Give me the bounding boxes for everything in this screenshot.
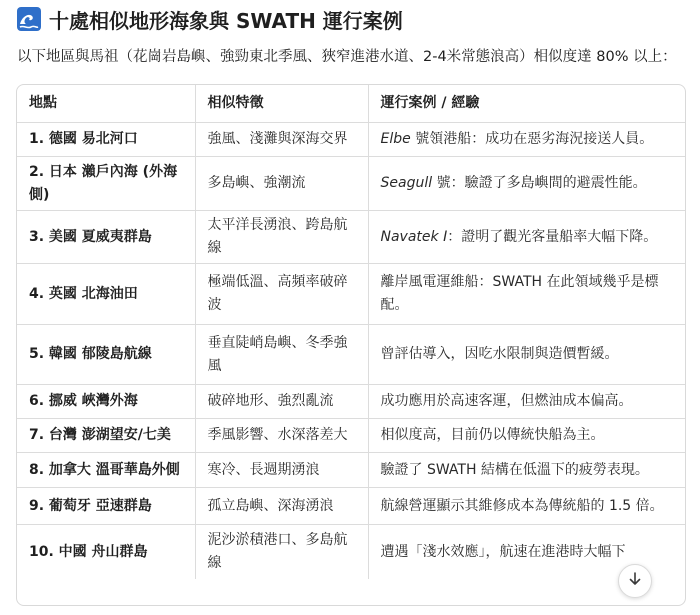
- cell-case: 成功應用於高速客運，但燃油成本偏高。: [368, 385, 685, 419]
- cell-place: 9. 葡萄牙 亞速群島: [17, 488, 195, 525]
- table-row: [17, 157, 685, 211]
- comparison-table-container: [16, 84, 686, 606]
- intro-text: 以下地區與馬祖（花崗岩島嶼、強勁東北季風、狹窄進港水道、2-4米常態浪高）相似度達 80% 以上：: [17, 49, 677, 65]
- case-text: 號：驗證了多島嶼間的避震性能。: [432, 175, 647, 191]
- table-row: [17, 453, 685, 488]
- wave-icon: [17, 7, 41, 31]
- case-text: ：證明了觀光客量船率大幅下降。: [447, 228, 658, 245]
- arrow-down-icon: [627, 571, 643, 591]
- page-heading: [17, 5, 403, 33]
- cell-case: 曾評估導入，因吃水限制與造價暫緩。: [368, 325, 685, 385]
- cell-features: 極端低溫、高頻率破碎波: [195, 264, 368, 325]
- cell-place: 10. 中國 舟山群島: [17, 525, 195, 580]
- case-text: 號領港船：成功在惡劣海況接送人員。: [410, 131, 654, 147]
- cell-features: 垂直陡峭島嶼、冬季強風: [195, 325, 368, 385]
- cell-case: 驗證了 SWATH 結構在低溫下的疲勞表現。: [368, 453, 685, 488]
- cell-case: 相似度高，目前仍以傳統快船為主。: [368, 419, 685, 453]
- cell-features: 季風影響、水深落差大: [195, 419, 368, 453]
- column-header-cases: 運行案例 / 經驗: [368, 85, 685, 123]
- cell-case: [368, 123, 685, 157]
- cell-features: 太平洋長湧浪、跨島航線: [195, 211, 368, 264]
- table-row: [17, 488, 685, 525]
- scroll-to-bottom-button[interactable]: [618, 564, 652, 598]
- column-header-features: 相似特徵: [195, 85, 368, 123]
- cell-case: 航線營運顯示其維修成本為傳統船的 1.5 倍。: [368, 488, 685, 525]
- cell-place: 8. 加拿大 溫哥華島外側: [17, 453, 195, 488]
- cell-features: 寒冷、長週期湧浪: [195, 453, 368, 488]
- cell-features: 破碎地形、強烈亂流: [195, 385, 368, 419]
- cell-case: 離岸風電運維船：SWATH 在此領域幾乎是標配。: [368, 264, 685, 325]
- page-title: 十處相似地形海象與 SWATH 運行案例: [49, 8, 403, 33]
- vessel-name: Elbe: [380, 131, 411, 147]
- cell-features: 泥沙淤積港口、多島航線: [195, 525, 368, 580]
- cell-place: 2. 日本 瀨戶內海 (外海側): [17, 157, 195, 211]
- cell-case: [368, 157, 685, 211]
- table-row: [17, 123, 685, 157]
- cell-features: 強風、淺灘與深海交界: [195, 123, 368, 157]
- cell-features: 孤立島嶼、深海湧浪: [195, 488, 368, 525]
- cell-case: [368, 211, 685, 264]
- table-row: [17, 264, 685, 325]
- cell-place: 1. 德國 易北河口: [17, 123, 195, 157]
- table-row: [17, 325, 685, 385]
- comparison-table: [17, 85, 685, 579]
- cell-features: 多島嶼、強潮流: [195, 157, 368, 211]
- vessel-name: Seagull: [380, 175, 433, 191]
- table-row: [17, 385, 685, 419]
- cell-place: 5. 韓國 郁陵島航線: [17, 325, 195, 385]
- cell-place: 3. 美國 夏威夷群島: [17, 211, 195, 264]
- column-header-place: 地點: [17, 85, 195, 123]
- cell-place: 4. 英國 北海油田: [17, 264, 195, 325]
- table-header-row: [17, 85, 685, 123]
- table-row: [17, 419, 685, 453]
- cell-case: 遭遇「淺水效應」，航速在進港時大幅下: [380, 543, 626, 560]
- cell-place: 7. 台灣 澎湖望安/七美: [17, 419, 195, 453]
- table-row: [17, 211, 685, 264]
- cell-place: 6. 挪威 峽灣外海: [17, 385, 195, 419]
- vessel-name: Navatek I: [380, 228, 448, 245]
- table-row: [17, 525, 685, 580]
